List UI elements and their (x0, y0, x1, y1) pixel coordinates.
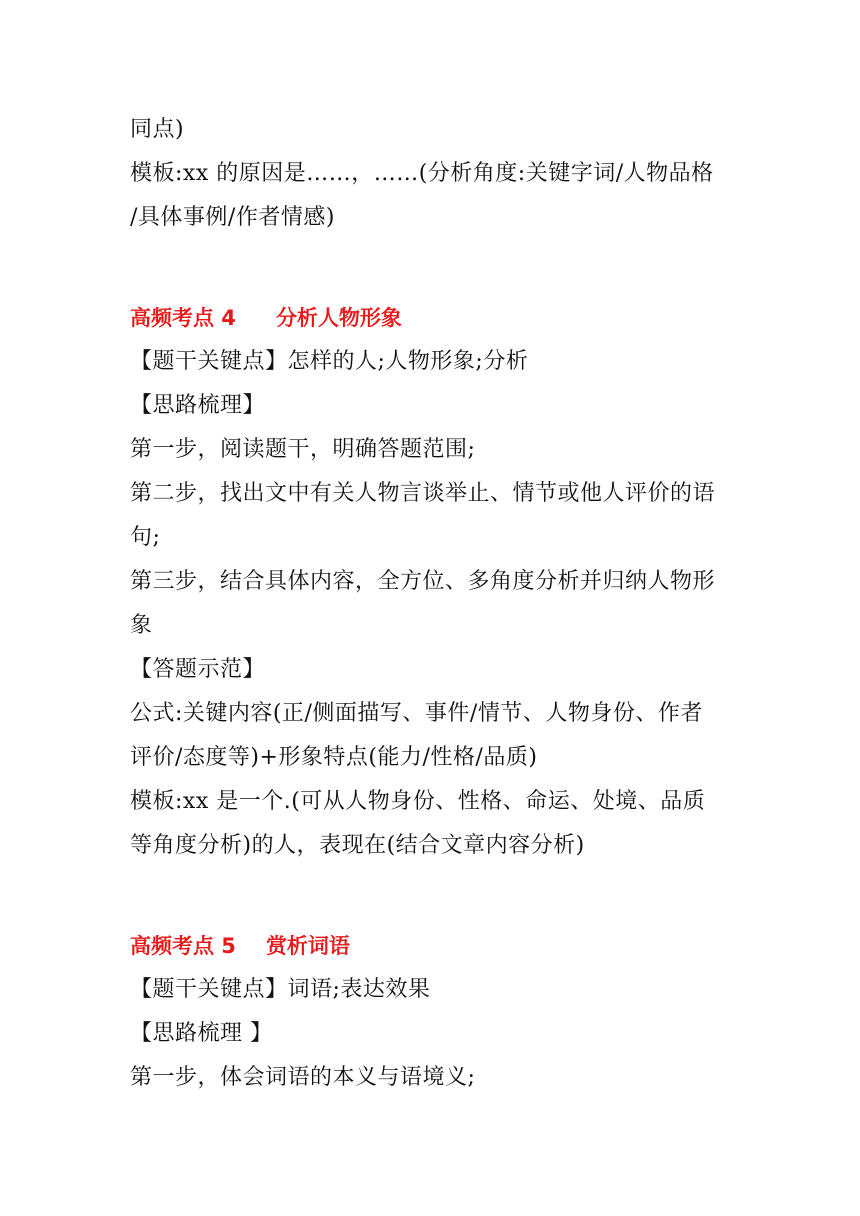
formula-line: 公式:关键内容(正/侧面描写、事件/情节、人物身份、作者 (130, 701, 703, 726)
text-line: 同点) (130, 117, 185, 142)
section-heading-4 (130, 296, 740, 340)
text-line: 模板:xx 的原因是……，……(分析角度:关键字词/人物品格 (130, 161, 714, 186)
section-title: 赏析词语 (265, 934, 350, 958)
section-heading-5 (130, 924, 740, 968)
step-line: 第一步，阅读题干，明确答题范围; (130, 437, 476, 462)
subheading: 【思路梳理】 (130, 393, 266, 418)
key-points-line: 【题干关键点】词语;表达效果 (130, 977, 431, 1002)
step-line: 第三步，结合具体内容，全方位、多角度分析并归纳人物形 (130, 569, 716, 594)
step-line: 第二步，找出文中有关人物言谈举止、情节或他人评价的语 (130, 481, 716, 506)
step-line: 句; (130, 525, 161, 550)
section-label: 高频考点 4 (130, 306, 236, 330)
step-line: 第一步，体会词语的本义与语境义; (130, 1065, 476, 1090)
section-label: 高频考点 5 (130, 934, 236, 958)
step-line: 象 (130, 613, 153, 638)
subheading: 【思路梳理 】 (130, 1021, 273, 1046)
section-title: 分析人物形象 (275, 306, 402, 330)
formula-line: 评价/态度等)+形象特点(能力/性格/品质) (130, 745, 538, 770)
document-content (130, 108, 740, 1100)
key-points-line: 【题干关键点】怎样的人;人物形象;分析 (130, 349, 529, 374)
section-spacer (130, 240, 740, 296)
template-line: 等角度分析)的人，表现在(结合文章内容分析) (130, 833, 585, 858)
template-line: 模板:xx 是一个.(可从人物身份、性格、命运、处境、品质 (130, 789, 706, 814)
section-spacer (130, 868, 740, 924)
text-line: /具体事例/作者情感) (130, 205, 335, 230)
subheading: 【答题示范】 (130, 657, 266, 682)
